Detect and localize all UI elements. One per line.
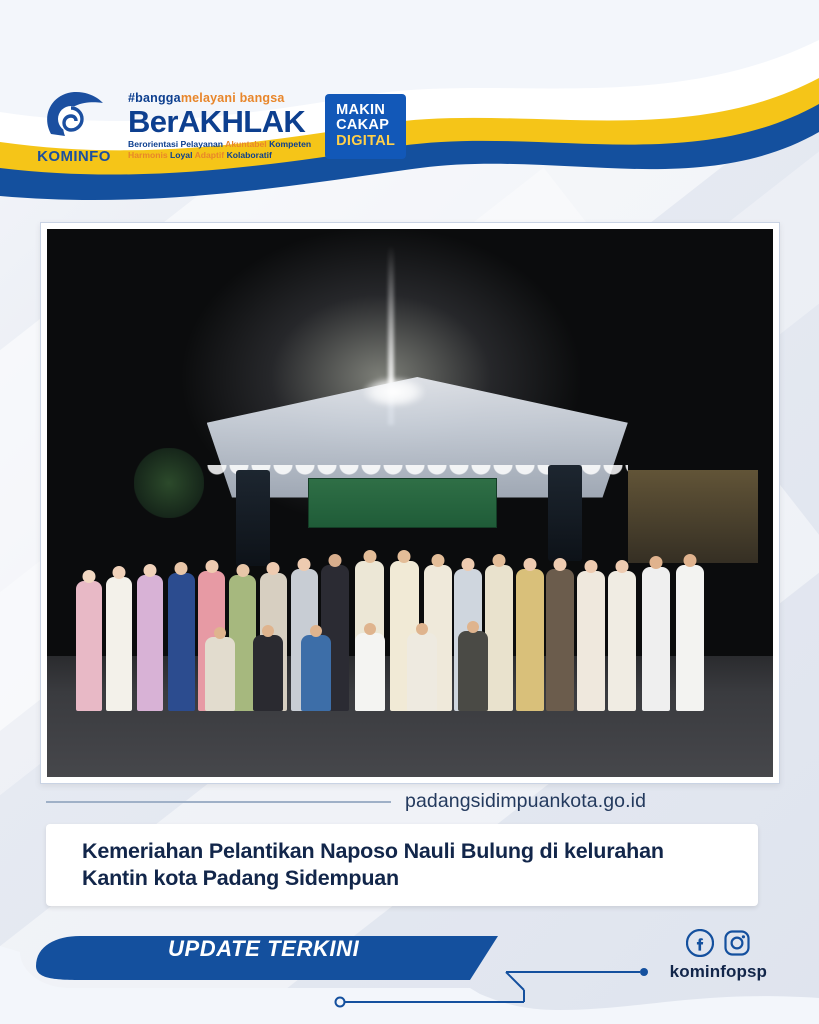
person-standing	[76, 581, 102, 711]
value-kolaboratif: Kolaboratif	[226, 149, 272, 160]
value-kompeten: Kompeten	[269, 138, 312, 149]
value-loyal: Loyal	[170, 149, 193, 160]
caption-line-2: Kantin kota Padang Sidempuan	[82, 866, 399, 890]
person-crouching	[407, 633, 437, 711]
caption-card	[46, 824, 758, 906]
makin-cakap-digital-logo	[325, 94, 406, 159]
website-url[interactable]: padangsidimpuankota.go.id	[405, 790, 647, 812]
person-crouching	[355, 633, 385, 711]
person-standing	[546, 569, 574, 711]
photo-group-of-people	[69, 487, 751, 712]
person-crouching	[301, 635, 331, 711]
person-standing	[608, 571, 636, 711]
berakhlak-tagline	[128, 92, 311, 105]
update-terkini-label: UPDATE TERKINI	[168, 936, 360, 961]
person-standing	[516, 569, 544, 711]
social-media-block	[670, 929, 767, 982]
event-photo	[47, 229, 773, 777]
caption-block	[82, 838, 664, 892]
value-berorientasi: Berorientasi Pelayanan	[128, 138, 224, 149]
berakhlak-logo	[128, 92, 311, 161]
header-logos	[34, 88, 406, 165]
person-crouching	[205, 637, 235, 711]
person-standing	[676, 565, 704, 711]
person-standing	[137, 575, 163, 711]
value-adaptif: Adaptif	[194, 149, 225, 160]
photo-stage-lamp	[363, 377, 425, 407]
person-crouching	[253, 635, 283, 711]
kominfo-logo	[34, 88, 114, 165]
value-harmonis: Harmonis	[128, 149, 168, 160]
berakhlak-hash: #bangga	[128, 91, 181, 106]
kominfo-logo-icon	[43, 88, 105, 140]
value-akuntabel: Akuntabel	[225, 138, 267, 149]
digital-label: DIGITAL	[336, 132, 396, 149]
berakhlak-tag-rest: melayani bangsa	[180, 91, 285, 106]
berakhlak-title: BerAKHLAK	[128, 103, 306, 139]
kominfo-wordmark: KOMINFO	[37, 148, 111, 165]
berakhlak-values	[128, 139, 311, 161]
person-standing	[106, 577, 132, 711]
person-standing	[168, 573, 195, 711]
caption-line-1: Kemeriahan Pelantikan Naposo Nauli Bulung di kelurahan	[82, 838, 664, 863]
person-standing	[642, 567, 670, 711]
photo-frame	[40, 222, 780, 784]
social-icons	[670, 929, 767, 957]
website-row	[0, 790, 819, 813]
person-crouching	[458, 631, 488, 711]
person-standing	[485, 565, 513, 711]
facebook-icon[interactable]	[686, 929, 714, 957]
makin-label: MAKIN	[336, 101, 386, 118]
divider-line	[46, 801, 391, 803]
social-handle[interactable]: kominfopsp	[669, 962, 767, 981]
cakap-label: CAKAP	[336, 117, 390, 134]
instagram-icon[interactable]	[723, 929, 751, 957]
person-standing	[577, 571, 605, 711]
